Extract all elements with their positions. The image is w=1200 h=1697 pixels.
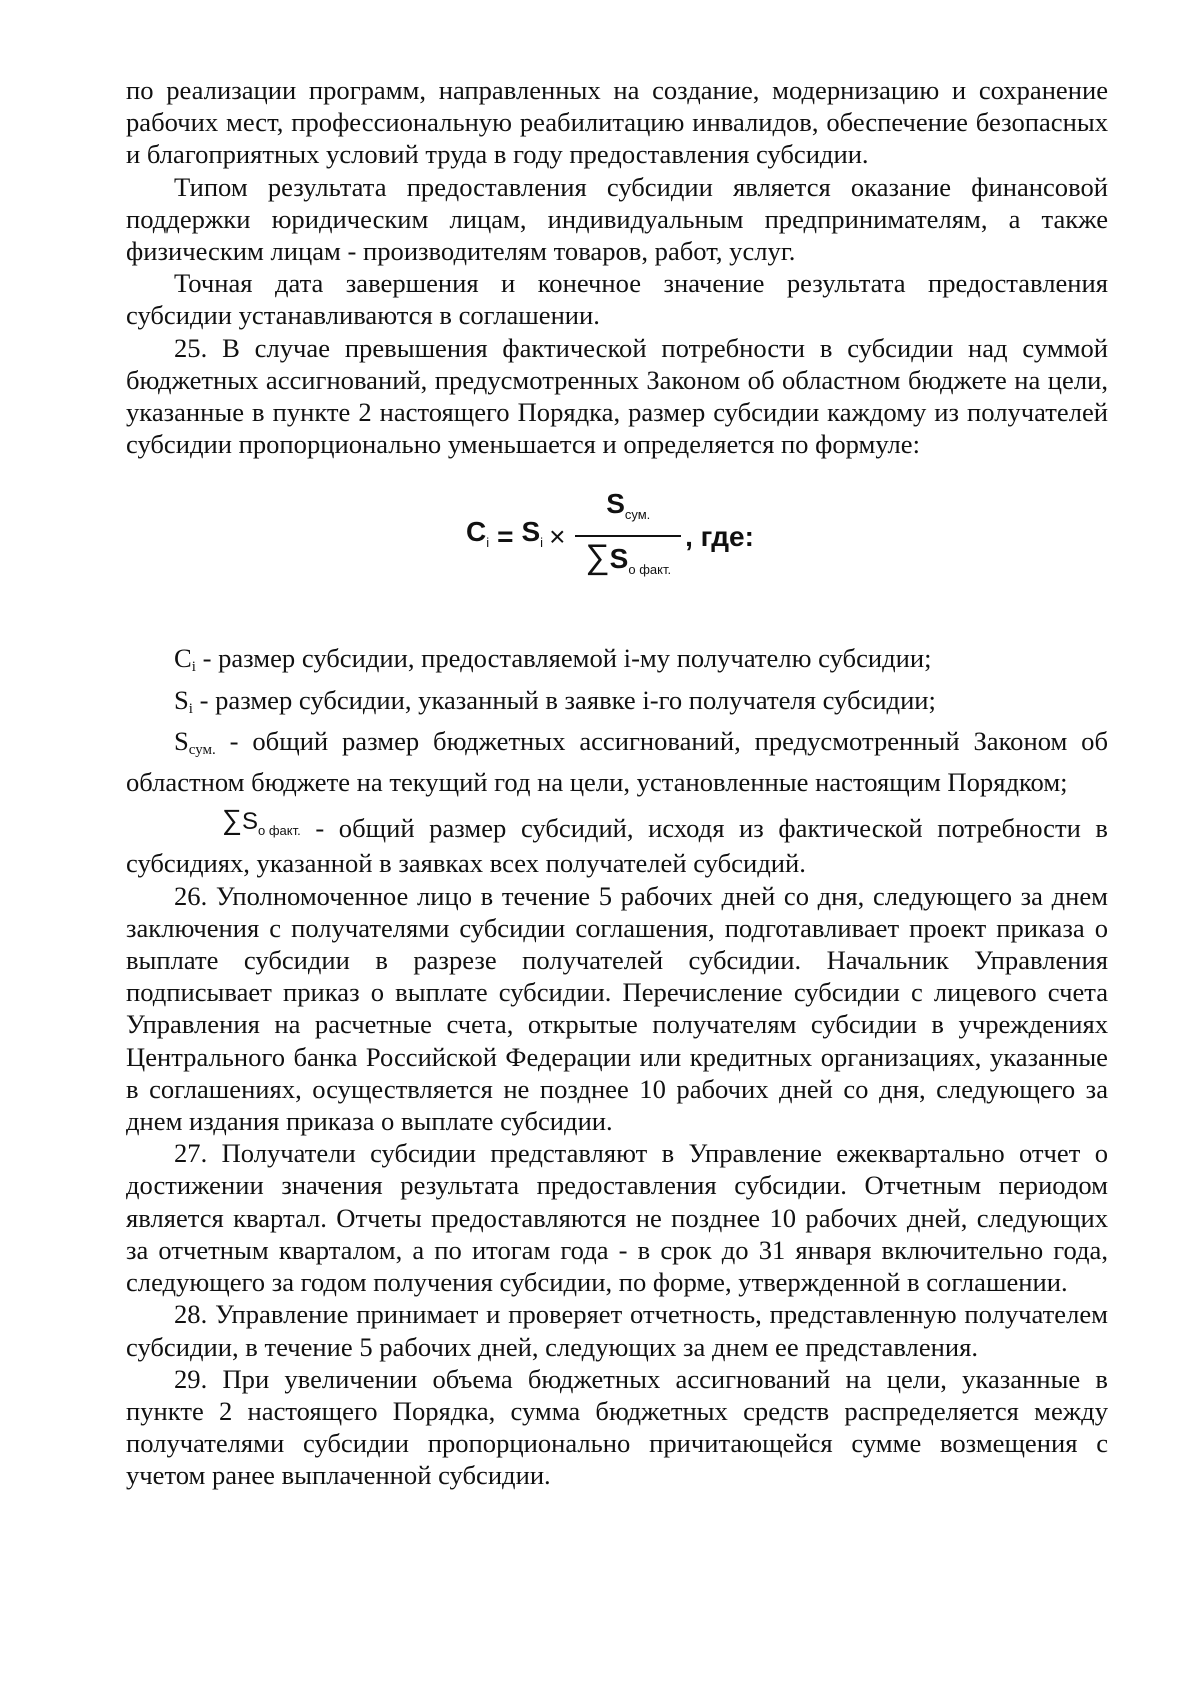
sfact-symbol: $\sum S_{о факт.}$: [222, 804, 301, 839]
paragraph-25: 25. В случае превышения фактической потребности в субсидии над суммой бюджетных ассигнований, предусмотренных Законом об областном бюджете на цели, указанные в пункте 2 настоящего Порядка, размер субсидии каждому из получателей субсидии пропорционально уменьшается и определяется по формуле:: [126, 332, 1108, 460]
formula-fraction: [575, 488, 681, 586]
formula-block: [126, 474, 1108, 622]
definition-sfact: $\sum S_{о факт.}$ - общий размер субсидий, исходя из фактической потребности в субсидиях, указанной в заявках всех получателей субсидий.: [126, 804, 1108, 879]
subsidy-formula: [466, 482, 754, 592]
document-page: [126, 74, 1108, 1492]
definition-ci: Ci - размер субсидии, предоставляемой i-му получателю субсидии;: [174, 643, 932, 676]
definition-ssum: Sсум. - общий размер бюджетных ассигнований, предусмотренный Законом об областном бюджете на текущий год на цели, установленные настоящим Порядком;: [126, 725, 1108, 798]
formula-lhs: $C_i$: [466, 515, 490, 550]
paragraph-result-type: Типом результата предоставления субсидии является оказание финансовой поддержки юридическим лицам, индивидуальным предпринимателям, а также физическим лицам - производителям товаров, работ, услуг.: [126, 171, 1108, 267]
formula-numerator: $S_{сум.}$: [606, 488, 651, 523]
paragraph-continuation: по реализации программ, направленных на создание, модернизацию и сохранение рабочих мест, профессиональную реабилитацию инвалидов, обеспечение безопасных и благоприятных условий труда в году предоставления субсидии.: [126, 75, 1108, 170]
paragraph-28: 28. Управление принимает и проверяет отчетность, представленную получателем субсидии, в течение 5 рабочих дней, следующих за днем ее представления.: [126, 1299, 1108, 1362]
paragraph-27: 27. Получатели субсидии представляют в Управление ежеквартально отчет о достижении значения результата предоставления субсидии. Отчетным периодом является квартал. Отчеты предоставляются не позднее 10 рабочих дней, следующих за отчетным кварталом, а по итогам года - в срок до 31 января включительно года, следующего за годом получения субсидии, по форме, утвержденной в соглашении.: [126, 1138, 1108, 1298]
definition-si: Si - размер субсидии, указанный в заявке i-го получателя субсидии;: [174, 684, 936, 717]
formula-si: $S_i$: [521, 515, 544, 550]
paragraph-completion-date: Точная дата завершения и конечное значение результата предоставления субсидии устанавливаются в соглашении.: [126, 268, 1108, 331]
formula-times: ×: [549, 521, 566, 553]
paragraph-29: 29. При увеличении объема бюджетных ассигнований на цели, указанные в пункте 2 настоящего Порядка, сумма бюджетных средств распределяется между получателями субсидии пропорционально причитающейся сумме возмещения с учетом ранее выплаченной субсидии.: [126, 1363, 1108, 1491]
paragraph-26: 26. Уполномоченное лицо в течение 5 рабочих дней со дня, следующего за днем заключения с получателями субсидии соглашения, подготавливает проект приказа о выплате субсидии в разрезе получателей субсидии. Начальник Управления подписывает приказ о выплате субсидии. Перечисление субсидии с лицевого счета Управления на расчетные счета, открытые получателям субсидии в учреждениях Центрального банка Российской Федерации или кредитных организациях, указанные в соглашениях, осуществляется не позднее 10 рабочих дней со дня, следующего за днем издания приказа о выплате субсидии.: [126, 880, 1108, 1137]
formula-equals: =: [497, 521, 514, 553]
formula-denominator: $\sum S_{о факт.}$: [575, 535, 681, 586]
formula-tail: , где:: [685, 521, 754, 553]
